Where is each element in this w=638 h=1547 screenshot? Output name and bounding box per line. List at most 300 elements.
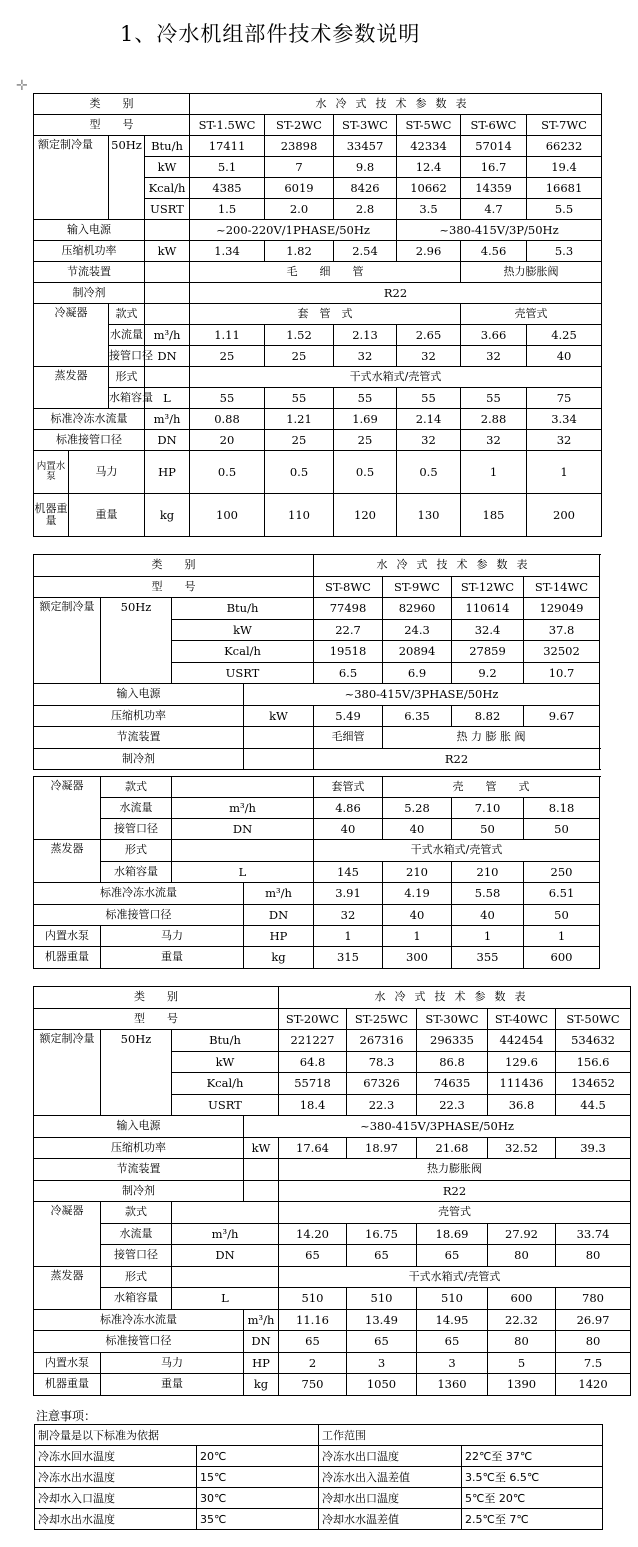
spacer bbox=[34, 770, 600, 777]
cell: 20℃ bbox=[197, 1446, 319, 1467]
cell: 442454 bbox=[488, 1030, 556, 1052]
cell: 600 bbox=[488, 1288, 556, 1310]
cell: 标准接管口径 bbox=[34, 905, 244, 926]
cell: 类 别 bbox=[34, 555, 314, 577]
cell bbox=[145, 262, 190, 283]
cell: 2.14 bbox=[397, 409, 461, 430]
cell: 热 力 膨 胀 阀 bbox=[383, 727, 600, 749]
cell: 热力膨胀阀 bbox=[461, 262, 602, 283]
cell: 65 bbox=[279, 1245, 347, 1267]
cell: 129.6 bbox=[488, 1052, 556, 1073]
cell: 9.2 bbox=[452, 663, 524, 684]
label-evaporator: 蒸发器 bbox=[34, 367, 109, 409]
cell: 600 bbox=[524, 947, 600, 969]
notes-basis: 制冷量是以下标准为依据 bbox=[35, 1425, 319, 1446]
cell: 65 bbox=[417, 1331, 488, 1353]
cell: 65 bbox=[417, 1245, 488, 1267]
cell: 3.91 bbox=[314, 883, 383, 905]
cell: 86.8 bbox=[417, 1052, 488, 1073]
cell: 35℃ bbox=[197, 1509, 319, 1530]
notes-table bbox=[34, 1424, 603, 1530]
cell: 80 bbox=[556, 1245, 631, 1267]
cell: 7 bbox=[265, 157, 334, 178]
cell bbox=[145, 283, 190, 304]
model-cell: ST-7WC bbox=[527, 115, 602, 136]
cell: 37.8 bbox=[524, 620, 600, 641]
cell: 水流量 bbox=[101, 798, 172, 819]
cell: 8426 bbox=[334, 178, 397, 199]
cell: 型 号 bbox=[34, 1009, 279, 1030]
cell: 额定制冷量 bbox=[34, 1030, 101, 1116]
cell: 冷却水水温差值 bbox=[319, 1509, 462, 1530]
cell bbox=[172, 1267, 279, 1288]
spec-table-1 bbox=[33, 93, 602, 537]
unit-kw: kW bbox=[145, 157, 190, 178]
cell: 19.4 bbox=[527, 157, 602, 178]
cell: 355 bbox=[452, 947, 524, 969]
cell: 8.18 bbox=[524, 798, 600, 819]
model-cell: ST-14WC bbox=[524, 577, 600, 598]
cell: 22.3 bbox=[347, 1095, 417, 1116]
cell: R22 bbox=[190, 283, 602, 304]
cell: 210 bbox=[383, 862, 452, 883]
model-cell: ST-9WC bbox=[383, 577, 452, 598]
cell: 形式 bbox=[101, 840, 172, 862]
cell: 冷冻水出水温度 bbox=[35, 1467, 197, 1488]
model-cell: ST-6WC bbox=[461, 115, 527, 136]
cell: 4.56 bbox=[461, 241, 527, 262]
cell: 马力 bbox=[101, 926, 244, 947]
cell: 50 bbox=[452, 819, 524, 840]
cell: 27859 bbox=[452, 641, 524, 663]
cell: ~200-220V/1PHASE/50Hz bbox=[190, 220, 397, 241]
model-cell: ST-5WC bbox=[397, 115, 461, 136]
cell bbox=[172, 777, 314, 798]
cell: 1.11 bbox=[190, 325, 265, 346]
cell: 3 bbox=[417, 1353, 488, 1374]
cell bbox=[172, 840, 314, 862]
cell: 3.34 bbox=[527, 409, 602, 430]
cell: 冷冻水出口温度 bbox=[319, 1446, 462, 1467]
model-cell: ST-40WC bbox=[488, 1009, 556, 1030]
cell bbox=[244, 749, 314, 770]
cell: 21.68 bbox=[417, 1138, 488, 1159]
cell: 19518 bbox=[314, 641, 383, 663]
cell: ~380-415V/3P/50Hz bbox=[397, 220, 602, 241]
cell: 11.16 bbox=[279, 1310, 347, 1331]
label-power: 输入电源 bbox=[34, 220, 145, 241]
cell: 0.5 bbox=[334, 451, 397, 494]
cell: 干式水箱式/壳管式 bbox=[190, 367, 602, 388]
label-condenser: 冷凝器 bbox=[34, 304, 109, 367]
cell: 315 bbox=[314, 947, 383, 969]
cell: 300 bbox=[383, 947, 452, 969]
cell: 40 bbox=[383, 905, 452, 926]
cell: 1420 bbox=[556, 1374, 631, 1396]
cell: 水流量 bbox=[101, 1224, 172, 1245]
cell bbox=[244, 1159, 279, 1181]
cell: 7.10 bbox=[452, 798, 524, 819]
cell: 16.7 bbox=[461, 157, 527, 178]
cell: 5℃至 20℃ bbox=[462, 1488, 603, 1509]
cell: 15℃ bbox=[197, 1467, 319, 1488]
cell: kW bbox=[145, 241, 190, 262]
cell: kW bbox=[172, 620, 314, 641]
cell: USRT bbox=[172, 663, 314, 684]
cell: 510 bbox=[279, 1288, 347, 1310]
cell: 2 bbox=[279, 1353, 347, 1374]
cell: R22 bbox=[314, 749, 600, 770]
cell: 内置水泵 bbox=[34, 451, 69, 494]
cell: kW bbox=[172, 1052, 279, 1073]
cell: 25 bbox=[334, 430, 397, 451]
cell: m³/h bbox=[244, 1310, 279, 1331]
cell: m³/h bbox=[172, 798, 314, 819]
cell: 32 bbox=[334, 346, 397, 367]
cell: 25 bbox=[265, 346, 334, 367]
cell: 65 bbox=[279, 1331, 347, 1353]
cell: 510 bbox=[417, 1288, 488, 1310]
cell: m³/h bbox=[145, 409, 190, 430]
cell: 压缩机功率 bbox=[34, 706, 244, 727]
model-cell: ST-20WC bbox=[279, 1009, 347, 1030]
cell: Btu/h bbox=[172, 598, 314, 620]
cell: 输入电源 bbox=[34, 684, 244, 706]
cell bbox=[145, 367, 190, 388]
cell: 66232 bbox=[527, 136, 602, 157]
cell: 12.4 bbox=[397, 157, 461, 178]
cell: 1 bbox=[383, 926, 452, 947]
cell: 111436 bbox=[488, 1073, 556, 1095]
label-category: 类 别 bbox=[34, 94, 190, 115]
cell: 32 bbox=[397, 430, 461, 451]
cell: 马力 bbox=[69, 451, 145, 494]
cell: 57014 bbox=[461, 136, 527, 157]
cell: 65 bbox=[347, 1245, 417, 1267]
cell: L bbox=[172, 1288, 279, 1310]
cell: 129049 bbox=[524, 598, 600, 620]
cell: R22 bbox=[279, 1181, 631, 1202]
cell bbox=[172, 1202, 279, 1224]
cell: 水冷式技术参数表 bbox=[279, 987, 631, 1009]
cell: 1.5 bbox=[190, 199, 265, 220]
cell: 压缩机功率 bbox=[34, 1138, 244, 1159]
cell bbox=[145, 220, 190, 241]
cell: 接管口径 bbox=[109, 346, 145, 367]
cell: DN bbox=[145, 430, 190, 451]
cell: 接管口径 bbox=[101, 1245, 172, 1267]
cell: 接管口径 bbox=[101, 819, 172, 840]
cell: 55 bbox=[265, 388, 334, 409]
cell: 重量 bbox=[101, 947, 244, 969]
cell: 1 bbox=[527, 451, 602, 494]
cell: Btu/h bbox=[172, 1030, 279, 1052]
cell: 1.52 bbox=[265, 325, 334, 346]
cell: 节流装置 bbox=[34, 1159, 244, 1181]
cell: 1 bbox=[461, 451, 527, 494]
cell: 25 bbox=[190, 346, 265, 367]
table-header: 水冷式技术参数表 bbox=[190, 94, 602, 115]
cell: 1.82 bbox=[265, 241, 334, 262]
cell: m³/h bbox=[244, 883, 314, 905]
cell: 82960 bbox=[383, 598, 452, 620]
cell: 22.3 bbox=[417, 1095, 488, 1116]
cell: 14.20 bbox=[279, 1224, 347, 1245]
cell: 机器重量 bbox=[34, 947, 101, 969]
model-cell: ST-1.5WC bbox=[190, 115, 265, 136]
cell: 1050 bbox=[347, 1374, 417, 1396]
cell: 33457 bbox=[334, 136, 397, 157]
cell: 40 bbox=[452, 905, 524, 926]
cell: kg bbox=[145, 494, 190, 537]
model-cell: ST-30WC bbox=[417, 1009, 488, 1030]
cell: 185 bbox=[461, 494, 527, 537]
cell: 标准冷冻水流量 bbox=[34, 883, 244, 905]
cell: 机器重量 bbox=[34, 494, 69, 537]
cell: 马力 bbox=[101, 1353, 244, 1374]
cell: 40 bbox=[527, 346, 602, 367]
notes-range: 工作范围 bbox=[319, 1425, 603, 1446]
cell: 冷凝器 bbox=[34, 1202, 101, 1267]
cell: 50 bbox=[524, 819, 600, 840]
cell: 25 bbox=[265, 430, 334, 451]
cell: 50Hz bbox=[101, 1030, 172, 1116]
cell: 型 号 bbox=[34, 577, 314, 598]
cell: 8.82 bbox=[452, 706, 524, 727]
cell: 热力膨胀阀 bbox=[279, 1159, 631, 1181]
cell: 内置水泵 bbox=[34, 1353, 101, 1374]
cell: 2.5℃至 7℃ bbox=[462, 1509, 603, 1530]
cell: 26.97 bbox=[556, 1310, 631, 1331]
cell: 250 bbox=[524, 862, 600, 883]
cell: 1 bbox=[452, 926, 524, 947]
cell: 24.3 bbox=[383, 620, 452, 641]
cell: 款式 bbox=[101, 777, 172, 798]
cell: 17411 bbox=[190, 136, 265, 157]
cell: 1 bbox=[524, 926, 600, 947]
cell: 40 bbox=[383, 819, 452, 840]
cell: DN bbox=[172, 1245, 279, 1267]
cell: 5.49 bbox=[314, 706, 383, 727]
cell: 冷冻水回水温度 bbox=[35, 1446, 197, 1467]
cell: 毛 细 管 bbox=[190, 262, 461, 283]
cell: 2.8 bbox=[334, 199, 397, 220]
cell: 蒸发器 bbox=[34, 1267, 101, 1310]
cell: 输入电源 bbox=[34, 1116, 244, 1138]
cell: m³/h bbox=[172, 1224, 279, 1245]
cell: 壳 管 式 bbox=[383, 777, 600, 798]
model-cell: ST-3WC bbox=[334, 115, 397, 136]
cell: 80 bbox=[488, 1245, 556, 1267]
cell: 5.3 bbox=[527, 241, 602, 262]
cell: 额定制冷量 bbox=[34, 598, 101, 684]
unit-btu: Btu/h bbox=[145, 136, 190, 157]
cell: 18.4 bbox=[279, 1095, 347, 1116]
cell: L bbox=[172, 862, 314, 883]
cell: kW bbox=[244, 706, 314, 727]
cell: 0.88 bbox=[190, 409, 265, 430]
model-cell: ST-8WC bbox=[314, 577, 383, 598]
cell: 水流量 bbox=[109, 325, 145, 346]
cell: 冷却水出水温度 bbox=[35, 1509, 197, 1530]
cell: 0.5 bbox=[190, 451, 265, 494]
cell: 36.8 bbox=[488, 1095, 556, 1116]
cell: 10.7 bbox=[524, 663, 600, 684]
cell: 7.5 bbox=[556, 1353, 631, 1374]
cell: DN bbox=[172, 819, 314, 840]
cell: 32 bbox=[314, 905, 383, 926]
cell: 0.5 bbox=[265, 451, 334, 494]
label-refrigerant: 制冷剂 bbox=[34, 283, 145, 304]
cell: 50 bbox=[524, 905, 600, 926]
cell: HP bbox=[145, 451, 190, 494]
cell: 1 bbox=[314, 926, 383, 947]
cell: 5.5 bbox=[527, 199, 602, 220]
label-compressor: 压缩机功率 bbox=[34, 241, 145, 262]
cell: 干式水箱式/壳管式 bbox=[279, 1267, 631, 1288]
cell: 17.64 bbox=[279, 1138, 347, 1159]
cell: 65 bbox=[347, 1331, 417, 1353]
cell: 16.75 bbox=[347, 1224, 417, 1245]
cell: 干式水箱式/壳管式 bbox=[314, 840, 600, 862]
label-throttle: 节流装置 bbox=[34, 262, 145, 283]
cell: 6.9 bbox=[383, 663, 452, 684]
cell: 32.52 bbox=[488, 1138, 556, 1159]
cell: kW bbox=[244, 1138, 279, 1159]
cell: HP bbox=[244, 926, 314, 947]
cell: 20894 bbox=[383, 641, 452, 663]
cell: 2.96 bbox=[397, 241, 461, 262]
cell: 110 bbox=[265, 494, 334, 537]
cell: 6.35 bbox=[383, 706, 452, 727]
cell: 14.95 bbox=[417, 1310, 488, 1331]
cell: 制冷剂 bbox=[34, 1181, 244, 1202]
cell: Kcal/h bbox=[172, 641, 314, 663]
cell: 130 bbox=[397, 494, 461, 537]
cell: Kcal/h bbox=[172, 1073, 279, 1095]
cell: 2.0 bbox=[265, 199, 334, 220]
cell: 780 bbox=[556, 1288, 631, 1310]
cell: 标准接管口径 bbox=[34, 430, 145, 451]
label-hz: 50Hz bbox=[109, 136, 145, 220]
cell: 5.1 bbox=[190, 157, 265, 178]
cell: 510 bbox=[347, 1288, 417, 1310]
cell: 壳管式 bbox=[279, 1202, 631, 1224]
cell: 20 bbox=[190, 430, 265, 451]
cell: 蒸发器 bbox=[34, 840, 101, 883]
spec-table-3 bbox=[33, 986, 631, 1396]
cell: 80 bbox=[488, 1331, 556, 1353]
cell: 27.92 bbox=[488, 1224, 556, 1245]
cell: 78.3 bbox=[347, 1052, 417, 1073]
cell: 18.97 bbox=[347, 1138, 417, 1159]
cell: 冷凝器 bbox=[34, 777, 101, 840]
cell: 2.88 bbox=[461, 409, 527, 430]
cell: 55718 bbox=[279, 1073, 347, 1095]
cell: 6019 bbox=[265, 178, 334, 199]
cell: 296335 bbox=[417, 1030, 488, 1052]
cell bbox=[145, 304, 190, 325]
cell: 22.7 bbox=[314, 620, 383, 641]
cell: 形式 bbox=[101, 1267, 172, 1288]
cell: 23898 bbox=[265, 136, 334, 157]
unit-kcal: Kcal/h bbox=[145, 178, 190, 199]
cell: 33.74 bbox=[556, 1224, 631, 1245]
cell: 3.5℃至 6.5℃ bbox=[462, 1467, 603, 1488]
cell: 14359 bbox=[461, 178, 527, 199]
notes-heading: 注意事项： bbox=[36, 1409, 97, 1423]
cell: 55 bbox=[461, 388, 527, 409]
cell: 32 bbox=[461, 430, 527, 451]
cell: 32.4 bbox=[452, 620, 524, 641]
cell: 冷冻水出入温差值 bbox=[319, 1467, 462, 1488]
cell: 类 别 bbox=[34, 987, 279, 1009]
cell: 4.86 bbox=[314, 798, 383, 819]
cell: DN bbox=[244, 1331, 279, 1353]
cell: 2.54 bbox=[334, 241, 397, 262]
cell: 30℃ bbox=[197, 1488, 319, 1509]
cell: 1.21 bbox=[265, 409, 334, 430]
cell: 标准冷冻水流量 bbox=[34, 1310, 244, 1331]
model-cell: ST-2WC bbox=[265, 115, 334, 136]
cell: HP bbox=[244, 1353, 279, 1374]
cell: 重量 bbox=[69, 494, 145, 537]
cell: 9.8 bbox=[334, 157, 397, 178]
cell: kg bbox=[244, 1374, 279, 1396]
cell: 22℃至 37℃ bbox=[462, 1446, 603, 1467]
cell: DN bbox=[244, 905, 314, 926]
cell: 套管式 bbox=[314, 777, 383, 798]
cell: 水冷式技术参数表 bbox=[314, 555, 600, 577]
cell: 13.49 bbox=[347, 1310, 417, 1331]
cell: 145 bbox=[314, 862, 383, 883]
cell: 款式 bbox=[101, 1202, 172, 1224]
cell: 22.32 bbox=[488, 1310, 556, 1331]
label-model: 型 号 bbox=[34, 115, 190, 136]
cell: 32 bbox=[527, 430, 602, 451]
cell: 形式 bbox=[109, 367, 145, 388]
cell: 55 bbox=[397, 388, 461, 409]
cell: USRT bbox=[172, 1095, 279, 1116]
cell: 水箱容量 bbox=[109, 388, 145, 409]
cell: 4.25 bbox=[527, 325, 602, 346]
cell: 水箱容量 bbox=[101, 1288, 172, 1310]
cell: 3.5 bbox=[397, 199, 461, 220]
move-handle-icon[interactable]: ✛ bbox=[16, 78, 28, 94]
cell bbox=[244, 727, 314, 749]
cell: 机器重量 bbox=[34, 1374, 101, 1396]
cell: 4385 bbox=[190, 178, 265, 199]
cell: 标准冷冻水流量 bbox=[34, 409, 145, 430]
cell: 6.51 bbox=[524, 883, 600, 905]
cell: 3.66 bbox=[461, 325, 527, 346]
cell: 内置水泵 bbox=[34, 926, 101, 947]
label-capacity: 额定制冷量 bbox=[34, 136, 109, 220]
cell: 120 bbox=[334, 494, 397, 537]
cell: 10662 bbox=[397, 178, 461, 199]
cell: 3 bbox=[347, 1353, 417, 1374]
cell: 77498 bbox=[314, 598, 383, 620]
cell: 750 bbox=[279, 1374, 347, 1396]
cell: 1.34 bbox=[190, 241, 265, 262]
model-cell: ST-50WC bbox=[556, 1009, 631, 1030]
model-cell: ST-12WC bbox=[452, 577, 524, 598]
cell: 标准接管口径 bbox=[34, 1331, 244, 1353]
cell: 套 管 式 bbox=[190, 304, 461, 325]
cell: 67326 bbox=[347, 1073, 417, 1095]
cell: 1.69 bbox=[334, 409, 397, 430]
cell: 5.28 bbox=[383, 798, 452, 819]
